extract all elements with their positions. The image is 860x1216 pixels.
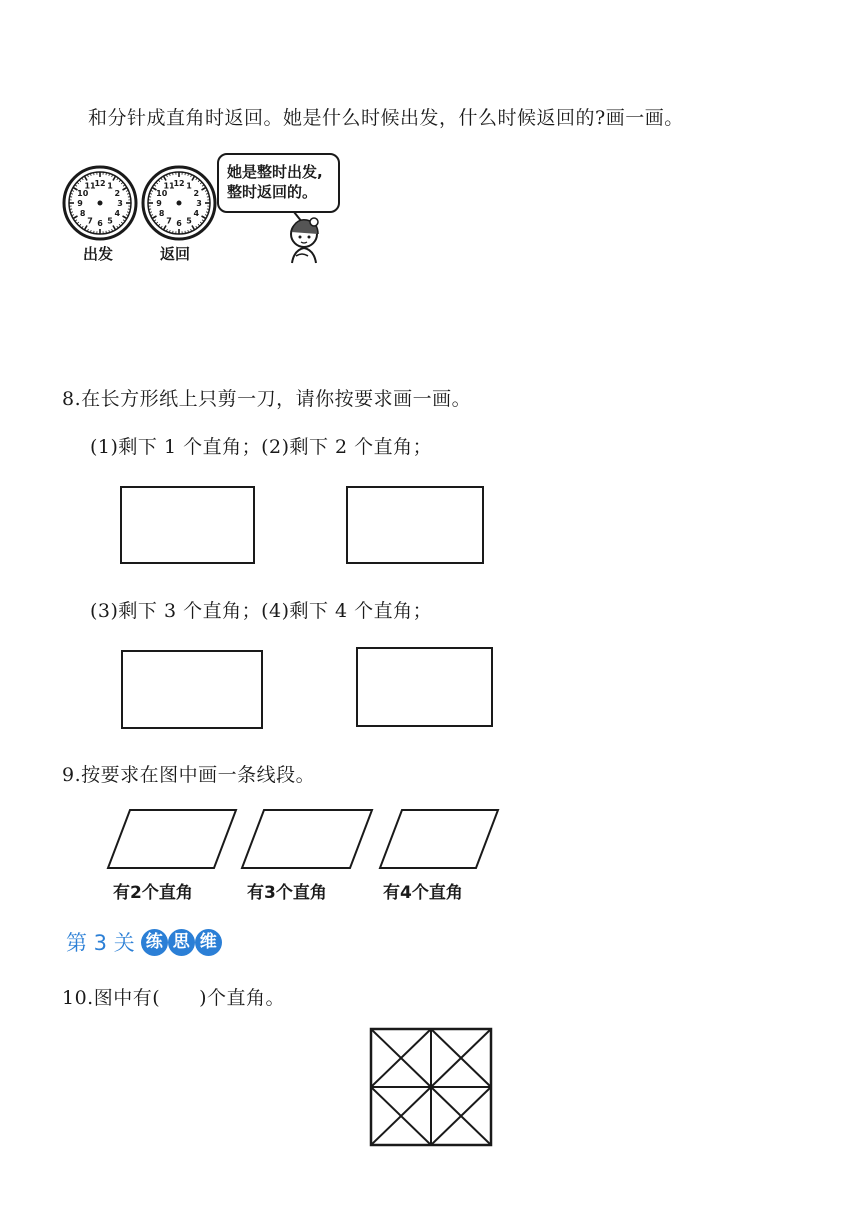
clock-tick (200, 222, 202, 224)
clock-tick (79, 224, 81, 226)
parallelogram-2[interactable] (242, 810, 372, 868)
clock-number: 1 (107, 181, 113, 191)
clock-tick (158, 224, 160, 226)
clock-tick (202, 188, 206, 191)
clock-tick (158, 180, 160, 182)
clock-number: 9 (156, 199, 162, 208)
parallelogram-1[interactable] (108, 810, 236, 868)
parallelogram-3[interactable] (380, 810, 498, 868)
speech-line-2: 整时返回的。 (227, 183, 318, 201)
section-badge-3: 维 (195, 929, 222, 956)
q9-title: 9.按要求在图中画一条线段。 (62, 764, 316, 786)
clock-number: 4 (193, 209, 200, 218)
clock-tick (79, 180, 81, 182)
clock-tick (200, 182, 202, 184)
clock-tick (164, 226, 167, 230)
clock-tick (85, 176, 88, 180)
clock-number: 3 (117, 199, 123, 208)
clock-tick (106, 231, 107, 233)
clock-number: 5 (107, 216, 113, 226)
section-prefix: 第 3 关 (66, 931, 135, 955)
rectangle-4[interactable] (356, 647, 493, 727)
q8-title: 8.在长方形纸上只剪一刀，请你按要求画一画。 (62, 388, 472, 410)
clock-tick (123, 216, 127, 219)
clock-tick (121, 222, 123, 224)
clock-tick (149, 197, 151, 198)
clock-tick (198, 224, 200, 226)
clock-tick (85, 226, 88, 230)
clock-number: 9 (77, 199, 83, 208)
clock-number: 7 (87, 216, 93, 226)
grid-figure (369, 1027, 493, 1147)
clock-tick (77, 222, 79, 224)
clock-tick (119, 180, 121, 182)
clock-number: 7 (166, 216, 172, 226)
clock-tick (73, 216, 77, 219)
speech-bubble (217, 153, 340, 213)
clock-tick (185, 231, 186, 233)
clock-tick (128, 197, 130, 198)
clock-tick (185, 173, 186, 175)
clock-tick (156, 222, 158, 224)
rectangle-1[interactable] (120, 486, 255, 564)
clock-tick (173, 173, 174, 175)
clock-tick (192, 226, 195, 230)
q10-title: 10.图中有( )个直角。 (62, 987, 286, 1009)
clock-number: 3 (196, 199, 202, 208)
clock-tick (207, 209, 209, 210)
clock-tick (70, 197, 72, 198)
clock-tick (70, 209, 72, 210)
clock-number: 2 (114, 189, 121, 198)
return-label: 返回 (160, 245, 191, 263)
clock-tick (207, 197, 209, 198)
clock-number: 8 (158, 209, 165, 218)
clock-number: 1 (186, 181, 192, 191)
section-badges (141, 929, 222, 956)
q8-row2-text: (3)剩下 3 个直角；(4)剩下 4 个直角； (90, 600, 433, 622)
clock-number: 8 (79, 209, 86, 218)
clock-tick (164, 176, 167, 180)
clock-tick (106, 173, 107, 175)
clock-number: 11 (163, 181, 175, 191)
clock-tick (202, 216, 206, 219)
parallelogram-label-3: 有4个直角 (383, 883, 463, 903)
clock-tick (77, 182, 79, 184)
clock-tick (192, 176, 195, 180)
clock-tick (173, 231, 174, 233)
clock-number: 11 (84, 181, 96, 191)
section-badge-2: 思 (168, 929, 195, 956)
clock-tick (94, 173, 95, 175)
clock-number: 2 (193, 189, 200, 198)
return-clock-icon (143, 167, 215, 239)
depart-clock-icon (64, 167, 136, 239)
clock-tick (198, 180, 200, 182)
clock-number: 12 (173, 179, 185, 188)
parallelograms (100, 804, 510, 874)
intro-question-text: 和分针成直角时返回。她是什么时候出发，什么时候返回的?画一画。 (88, 107, 684, 129)
section-badge-1: 练 (141, 929, 168, 956)
section-header (66, 928, 222, 956)
clock-tick (128, 209, 130, 210)
clock-tick (156, 182, 158, 184)
speech-line-1: 她是整时出发, (227, 163, 323, 181)
clock-tick (113, 176, 116, 180)
q8-row1-text: (1)剩下 1 个直角；(2)剩下 2 个直角； (90, 436, 433, 458)
clock-tick (149, 209, 151, 210)
clock-tick (94, 231, 95, 233)
clock-number: 5 (186, 216, 192, 226)
rectangle-3[interactable] (121, 650, 263, 729)
depart-label: 出发 (83, 245, 114, 263)
clock-tick (152, 216, 156, 219)
clock-number: 10 (156, 189, 168, 198)
clock-number: 6 (97, 219, 103, 228)
parallelogram-label-2: 有3个直角 (247, 883, 327, 903)
clock-number: 4 (114, 209, 121, 218)
clock-tick (121, 182, 123, 184)
clock-number: 10 (77, 189, 89, 198)
rectangle-2[interactable] (346, 486, 484, 564)
clock-tick (113, 226, 116, 230)
parallelogram-label-1: 有2个直角 (113, 883, 193, 903)
clock-number: 12 (94, 179, 106, 188)
clock-tick (123, 188, 127, 191)
girl-character-icon (280, 206, 330, 266)
clock-tick (119, 224, 121, 226)
clock-number: 6 (176, 219, 182, 228)
